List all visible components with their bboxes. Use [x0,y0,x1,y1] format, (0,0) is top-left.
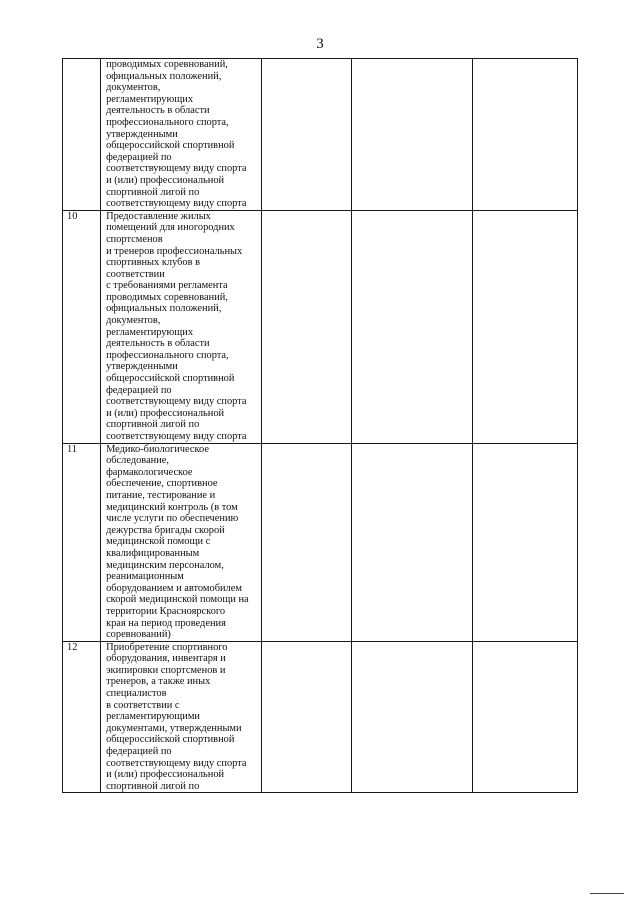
description-line: общероссийской спортивной [106,373,235,385]
description-line: оборудования, инвентаря и [106,653,226,665]
row-number: 10 [67,210,78,222]
empty-cell [472,443,577,641]
empty-cell [351,641,472,793]
description-line: федерацией по [106,384,172,396]
page-number: 3 [316,36,324,52]
description-line: тренеров, а также иных [106,676,211,688]
description-line: специалистов [106,688,167,700]
description-line: спортивной лигой по [106,419,200,431]
description-line: квалифицированным [106,547,200,559]
description-line: питание, тестирование и [106,489,216,501]
table-row [63,443,578,641]
row-number-cell [63,443,101,641]
description-line: спортивной лигой по [106,780,200,792]
description-line: регламентирующих [106,93,194,105]
description-line: соревнований) [106,629,171,641]
row-number-cell [63,641,101,793]
description-line: проводимых соревнований, [106,291,228,303]
row-number: 12 [67,641,78,653]
description-line: оборудованием и автомобилем [106,582,242,594]
description-line: соответствующему виду спорта [106,431,247,442]
table-row [63,210,578,443]
empty-cell [262,59,351,211]
description-line: регламентирующими [106,711,200,723]
empty-cell [472,59,577,211]
empty-cell [472,641,577,793]
description-line: территории Красноярского [106,605,226,617]
description-line: проводимых соревнований, [106,59,228,70]
description-line: и (или) профессиональной [106,174,225,186]
description-line: соответствии [106,268,165,280]
expense-description-cell [101,641,262,793]
description-line: профессионального спорта, [106,116,229,128]
description-line: обследование, [106,455,170,467]
expense-table [62,58,578,793]
description-line: документов, [106,82,161,94]
description-line: деятельность в области [106,338,210,350]
expense-description-cell [101,210,262,443]
row-number-cell [63,210,101,443]
description-line: утвержденными [106,128,178,140]
description-line: в соответствии с [106,699,180,711]
description-line: официальных положений, [106,70,222,82]
description-line: медицинским персоналом, [106,559,224,571]
description-line: и тренеров профессиональных [106,245,243,257]
description-line: фармакологическое [106,466,193,478]
description-line: профессионального спорта, [106,349,229,361]
description-line: края на период проведения [106,617,226,629]
table-row [63,641,578,793]
description-line: соответствующему виду спорта [106,757,247,769]
description-line: утвержденными [106,361,178,373]
table-row [63,59,578,211]
description-line: спортивных клубов в [106,257,201,269]
description-line: экипировки спортсменов и [106,664,226,676]
empty-cell [262,210,351,443]
description-line: соответствующему виду спорта [106,198,247,210]
description-line: с требованиями регламента [106,280,228,292]
description-line: федерацией по [106,746,172,758]
footer-line [590,893,624,894]
description-line: Предоставление жилых [106,210,211,222]
description-line: медицинской помощи с [106,536,211,548]
description-line: числе услуги по обеспечению [106,513,239,525]
description-line: соответствующему виду спорта [106,163,247,175]
description-line: и (или) профессиональной [106,407,225,419]
description-line: документов, [106,315,161,327]
description-line: регламентирующих [106,326,194,338]
expense-description-cell [101,443,262,641]
description-line: обеспечение, спортивное [106,478,218,490]
empty-cell [351,59,472,211]
row-number: 11 [67,443,78,455]
description-line: медицинский контроль (в том [106,501,238,513]
description-line: дежурства бригады скорой [106,524,225,536]
description-line: спортивной лигой по [106,186,200,198]
description-line: документами, утвержденными [106,722,242,734]
empty-cell [351,210,472,443]
description-line: Медико-биологическое [106,443,209,455]
description-line: скорой медицинской помощи на [106,594,249,606]
description-line: федерацией по [106,151,172,163]
row-number-cell [63,59,101,211]
description-line: реанимационным [106,571,184,583]
description-line: и (или) профессиональной [106,769,225,781]
description-line: соответствующему виду спорта [106,396,247,408]
description-line: Приобретение спортивного [106,641,228,653]
description-line: общероссийской спортивной [106,734,235,746]
expense-table-body [63,59,578,793]
description-line: деятельность в области [106,105,210,117]
description-line: общероссийской спортивной [106,140,235,152]
description-line: помещений для иногородних [106,222,235,234]
description-line: спортсменов [106,233,163,245]
empty-cell [262,641,351,793]
empty-cell [262,443,351,641]
expense-description-cell [101,59,262,211]
empty-cell [472,210,577,443]
empty-cell [351,443,472,641]
description-line: официальных положений, [106,303,222,315]
